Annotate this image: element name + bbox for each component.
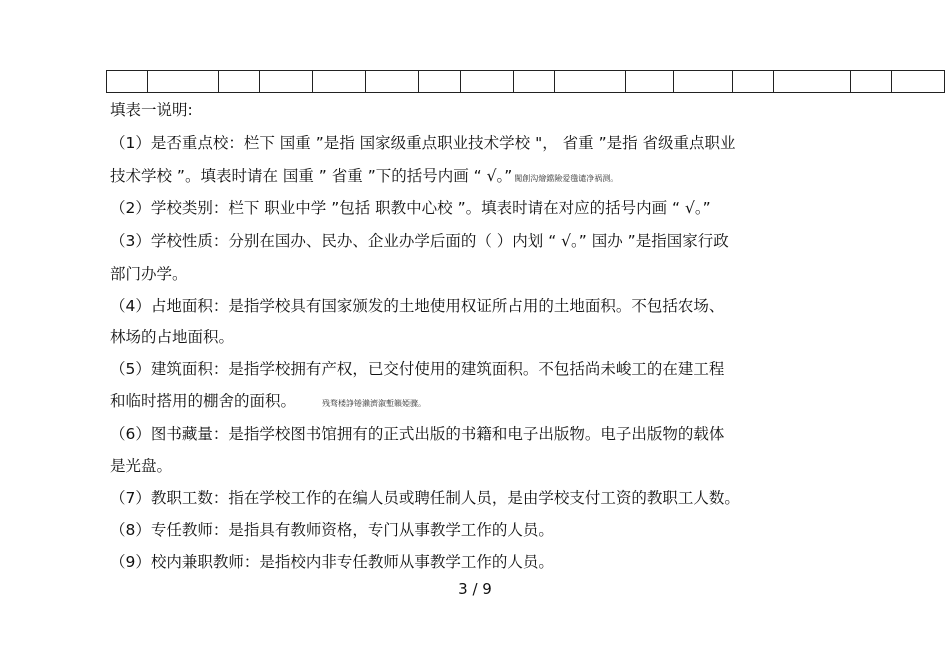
- item-1-note: 闖創沟燴鐺險爱氇谴净祸测。: [514, 174, 619, 183]
- table-cell: [260, 71, 313, 93]
- table-cell: [555, 71, 626, 93]
- item-5-line-2: [110, 391, 426, 414]
- item-6-line-2: 是光盘。: [110, 457, 173, 475]
- table-cell: [419, 71, 461, 93]
- item-5-note: 残骛楼諍锩瀨濟溆塹籟婭骤。: [322, 399, 427, 408]
- table-cell: [851, 71, 892, 93]
- table-cell: [626, 71, 674, 93]
- item-8-line-1: （8）专任教师：是指具有教师资格，专门从事教学工作的人员。: [110, 521, 554, 539]
- page-number: 3 / 9: [458, 580, 492, 598]
- item-9-line-1: （9）校内兼职教师：是指校内非专任教师从事教学工作的人员。: [110, 553, 554, 571]
- table-cell: [892, 71, 945, 93]
- table-row: [107, 71, 945, 93]
- table-cell: [366, 71, 419, 93]
- table-cell: [461, 71, 514, 93]
- table-cell: [674, 71, 733, 93]
- item-1-line-2-text: 技术学校 ”。填表时请在 国重 ” 省重 ”下的括号内画 “ √。”: [110, 167, 513, 185]
- table-cell: [313, 71, 366, 93]
- item-1-line-2: [110, 166, 618, 189]
- item-7-line-1: （7）教职工数：指在学校工作的在编人员或聘任制人员，是由学校支付工资的教职工人数。: [110, 489, 740, 507]
- item-5-line-2-text: 和临时搭用的棚舍的面积。: [110, 392, 297, 410]
- item-3-line-1: （3）学校性质：分别在国办、民办、企业办学后面的（ ）内划 “ √。” 国办 ”是指国家行政: [110, 232, 729, 250]
- item-2-line-1: （2）学校类别：栏下 职业中学 ”包括 职教中心校 ”。填表时请在对应的括号内画 “ √。”: [110, 199, 711, 217]
- table-cell: [733, 71, 774, 93]
- table-cell: [107, 71, 148, 93]
- table-cell: [514, 71, 555, 93]
- table-cell: [774, 71, 851, 93]
- section-heading: 填表一说明:: [110, 101, 193, 119]
- item-3-line-2: 部门办学。: [110, 265, 188, 283]
- item-4-line-1: （4）占地面积：是指学校具有国家颁发的土地使用权证所占用的土地面积。不包括农场、: [110, 297, 725, 315]
- item-6-line-1: （6）图书藏量：是指学校图书馆拥有的正式出版的书籍和电子出版物。电子出版物的载体: [110, 425, 725, 443]
- table-cell: [219, 71, 260, 93]
- item-5-line-1: （5）建筑面积：是指学校拥有产权，已交付使用的建筑面积。不包括尚未峻工的在建工程: [110, 360, 725, 378]
- item-1-line-1: （1）是否重点校：栏下 国重 ”是指 国家级重点职业技术学校 "， 省重 ”是指 省级重点职业: [110, 134, 736, 152]
- table-strip: [106, 70, 945, 93]
- item-4-line-2: 林场的占地面积。: [110, 328, 235, 346]
- table-cell: [148, 71, 219, 93]
